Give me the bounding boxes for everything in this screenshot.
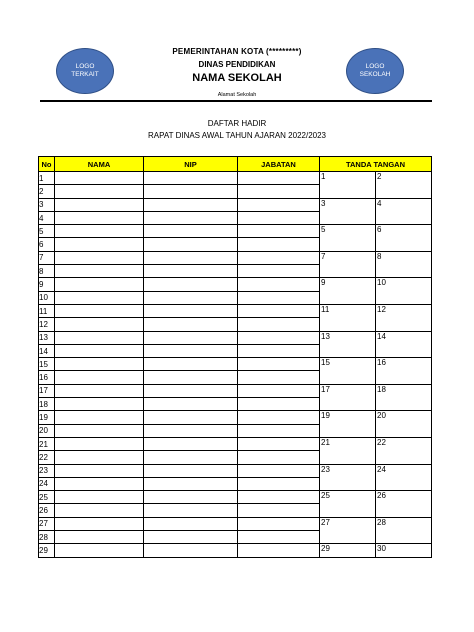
jabatan-cell[interactable]	[238, 424, 320, 437]
signature-cell[interactable]	[376, 384, 432, 411]
nip-cell[interactable]	[144, 477, 238, 490]
signature-cell[interactable]	[320, 464, 376, 491]
signature-cell[interactable]	[376, 278, 432, 305]
signature-number: 26	[377, 491, 386, 501]
nama-cell[interactable]	[55, 265, 144, 278]
nip-cell[interactable]	[144, 491, 238, 504]
jabatan-cell[interactable]	[238, 358, 320, 371]
jabatan-cell[interactable]	[238, 398, 320, 411]
nip-cell[interactable]	[144, 291, 238, 304]
nip-cell[interactable]	[144, 318, 238, 331]
logo-right-line1: LOGO	[365, 63, 385, 70]
row-number: 28	[39, 531, 55, 544]
document-subtitle: RAPAT DINAS AWAL TAHUN AJARAN 2022/2023	[148, 131, 326, 140]
logo-left-line2: TERKAIT	[71, 71, 99, 78]
nama-cell[interactable]	[55, 398, 144, 411]
document-title: DAFTAR HADIR	[207, 119, 267, 128]
row-number: 23	[39, 464, 55, 477]
row-number: 19	[39, 411, 55, 424]
row-number: 15	[39, 358, 55, 371]
table-row	[39, 411, 432, 424]
row-number: 6	[39, 238, 55, 251]
signature-cell[interactable]	[320, 278, 376, 305]
nip-cell[interactable]	[144, 304, 238, 317]
signature-cell[interactable]	[320, 411, 376, 438]
row-number: 16	[39, 371, 55, 384]
row-number: 21	[39, 437, 55, 450]
jabatan-cell[interactable]	[238, 331, 320, 344]
jabatan-cell[interactable]	[238, 477, 320, 490]
row-number: 11	[39, 304, 55, 317]
signature-number: 15	[321, 358, 330, 368]
nama-cell[interactable]	[55, 185, 144, 198]
signature-number: 9	[321, 278, 326, 288]
nip-cell[interactable]	[144, 424, 238, 437]
signature-number: 8	[377, 251, 382, 261]
signature-cell[interactable]	[320, 437, 376, 464]
nip-cell[interactable]	[144, 331, 238, 344]
signature-number: 24	[377, 464, 386, 474]
header-address: Alamat Sekolah	[217, 92, 257, 98]
signature-number: 6	[377, 225, 382, 235]
nip-cell[interactable]	[144, 358, 238, 371]
row-number: 17	[39, 384, 55, 397]
nip-cell[interactable]	[144, 398, 238, 411]
table-row	[39, 172, 432, 185]
jabatan-cell[interactable]	[238, 225, 320, 238]
jabatan-cell[interactable]	[238, 251, 320, 264]
signature-number: 23	[321, 464, 330, 474]
row-number: 5	[39, 225, 55, 238]
nip-cell[interactable]	[144, 211, 238, 224]
header-no: No	[39, 157, 55, 172]
row-number: 26	[39, 504, 55, 517]
signature-cell[interactable]	[320, 331, 376, 358]
nama-cell[interactable]	[55, 344, 144, 357]
table-row	[39, 491, 432, 504]
row-number: 1	[39, 172, 55, 185]
row-number: 13	[39, 331, 55, 344]
row-number: 22	[39, 451, 55, 464]
row-number: 25	[39, 491, 55, 504]
table-row	[39, 198, 432, 211]
signature-cell[interactable]	[320, 198, 376, 225]
nama-cell[interactable]	[55, 304, 144, 317]
row-number: 27	[39, 517, 55, 530]
header-tanda-tangan: TANDA TANGAN	[320, 157, 432, 172]
nip-cell[interactable]	[144, 544, 238, 557]
nama-cell[interactable]	[55, 437, 144, 450]
row-number: 20	[39, 424, 55, 437]
logo-right-line2: SEKOLAH	[359, 71, 391, 78]
header-department: DINAS PENDIDIKAN	[198, 60, 276, 69]
signature-number: 22	[377, 437, 386, 447]
signature-cell[interactable]	[376, 491, 432, 518]
signature-number: 2	[377, 172, 382, 181]
nip-cell[interactable]	[144, 451, 238, 464]
signature-cell[interactable]	[376, 437, 432, 464]
jabatan-cell[interactable]	[238, 172, 320, 185]
signature-number: 29	[321, 544, 330, 554]
nama-cell[interactable]	[55, 225, 144, 238]
header-nama: NAMA	[55, 157, 144, 172]
row-number: 3	[39, 198, 55, 211]
signature-number: 19	[321, 411, 330, 421]
jabatan-cell[interactable]	[238, 411, 320, 424]
nama-cell[interactable]	[55, 198, 144, 211]
nama-cell[interactable]	[55, 464, 144, 477]
jabatan-cell[interactable]	[238, 185, 320, 198]
nip-cell[interactable]	[144, 344, 238, 357]
row-number: 7	[39, 251, 55, 264]
signature-cell[interactable]	[320, 491, 376, 518]
signature-number: 25	[321, 491, 330, 501]
nama-cell[interactable]	[55, 251, 144, 264]
jabatan-cell[interactable]	[238, 278, 320, 291]
row-number: 24	[39, 477, 55, 490]
table-row	[39, 437, 432, 450]
signature-cell[interactable]	[376, 172, 432, 199]
nip-cell[interactable]	[144, 384, 238, 397]
header-divider	[40, 100, 432, 102]
nip-cell[interactable]	[144, 504, 238, 517]
row-number: 4	[39, 211, 55, 224]
signature-number: 12	[377, 304, 386, 314]
nama-cell[interactable]	[55, 384, 144, 397]
signature-number: 30	[377, 544, 386, 554]
signature-cell[interactable]	[320, 517, 376, 544]
signature-number: 18	[377, 384, 386, 394]
signature-cell[interactable]	[320, 384, 376, 411]
signature-number: 5	[321, 225, 326, 235]
signature-cell[interactable]	[376, 411, 432, 438]
nama-cell[interactable]	[55, 358, 144, 371]
jabatan-cell[interactable]	[238, 198, 320, 211]
nama-cell[interactable]	[55, 211, 144, 224]
nama-cell[interactable]	[55, 291, 144, 304]
table-row	[39, 304, 432, 317]
nip-cell[interactable]	[144, 411, 238, 424]
jabatan-cell[interactable]	[238, 265, 320, 278]
nip-cell[interactable]	[144, 278, 238, 291]
attendance-table	[38, 156, 432, 558]
nama-cell[interactable]	[55, 451, 144, 464]
nip-cell[interactable]	[144, 265, 238, 278]
jabatan-cell[interactable]	[238, 464, 320, 477]
signature-cell[interactable]	[376, 225, 432, 252]
table-row	[39, 225, 432, 238]
nama-cell[interactable]	[55, 238, 144, 251]
signature-number: 4	[377, 198, 382, 208]
nip-cell[interactable]	[144, 531, 238, 544]
nip-cell[interactable]	[144, 185, 238, 198]
table-row	[39, 544, 432, 557]
nama-cell[interactable]	[55, 531, 144, 544]
nip-cell[interactable]	[144, 251, 238, 264]
nama-cell[interactable]	[55, 544, 144, 557]
header-jabatan: JABATAN	[238, 157, 320, 172]
signature-number: 28	[377, 517, 386, 527]
jabatan-cell[interactable]	[238, 531, 320, 544]
jabatan-cell[interactable]	[238, 504, 320, 517]
signature-number: 13	[321, 331, 330, 341]
nama-cell[interactable]	[55, 278, 144, 291]
signature-number: 10	[377, 278, 386, 288]
signature-number: 20	[377, 411, 386, 421]
header-government: PEMERINTAHAN KOTA (*********)	[172, 47, 302, 56]
signature-cell[interactable]	[320, 358, 376, 385]
signature-number: 16	[377, 358, 386, 368]
row-number: 12	[39, 318, 55, 331]
signature-number: 7	[321, 251, 326, 261]
row-number: 14	[39, 344, 55, 357]
table-row	[39, 358, 432, 371]
header-school-name: NAMA SEKOLAH	[192, 72, 282, 84]
jabatan-cell[interactable]	[238, 291, 320, 304]
table-header-row	[39, 157, 432, 172]
nama-cell[interactable]	[55, 331, 144, 344]
jabatan-cell[interactable]	[238, 384, 320, 397]
jabatan-cell[interactable]	[238, 544, 320, 557]
signature-number: 11	[321, 304, 330, 314]
signature-cell[interactable]	[320, 225, 376, 252]
nama-cell[interactable]	[55, 504, 144, 517]
nip-cell[interactable]	[144, 517, 238, 530]
nip-cell[interactable]	[144, 225, 238, 238]
nip-cell[interactable]	[144, 371, 238, 384]
signature-number: 3	[321, 198, 326, 208]
table-row	[39, 331, 432, 344]
nama-cell[interactable]	[55, 371, 144, 384]
jabatan-cell[interactable]	[238, 491, 320, 504]
table-row	[39, 384, 432, 397]
jabatan-cell[interactable]	[238, 371, 320, 384]
jabatan-cell[interactable]	[238, 304, 320, 317]
jabatan-cell[interactable]	[238, 318, 320, 331]
signature-cell[interactable]	[376, 331, 432, 358]
nip-cell[interactable]	[144, 238, 238, 251]
row-number: 2	[39, 185, 55, 198]
jabatan-cell[interactable]	[238, 517, 320, 530]
nama-cell[interactable]	[55, 411, 144, 424]
row-number: 29	[39, 544, 55, 557]
row-number: 18	[39, 398, 55, 411]
nama-cell[interactable]	[55, 517, 144, 530]
signature-cell[interactable]	[376, 464, 432, 491]
jabatan-cell[interactable]	[238, 437, 320, 450]
signature-number: 27	[321, 517, 330, 527]
jabatan-cell[interactable]	[238, 344, 320, 357]
header-nip: NIP	[144, 157, 238, 172]
logo-left-line1: LOGO	[75, 63, 95, 70]
nip-cell[interactable]	[144, 437, 238, 450]
nama-cell[interactable]	[55, 424, 144, 437]
signature-cell[interactable]	[376, 304, 432, 331]
row-number: 9	[39, 278, 55, 291]
nama-cell[interactable]	[55, 477, 144, 490]
nip-cell[interactable]	[144, 172, 238, 185]
signature-cell[interactable]	[320, 251, 376, 278]
signature-cell[interactable]	[376, 358, 432, 385]
signature-cell[interactable]	[376, 198, 432, 225]
signature-cell[interactable]	[376, 251, 432, 278]
jabatan-cell[interactable]	[238, 451, 320, 464]
signature-number: 1	[321, 172, 326, 181]
signature-cell[interactable]	[320, 304, 376, 331]
signature-number: 17	[321, 384, 330, 394]
jabatan-cell[interactable]	[238, 211, 320, 224]
signature-number: 14	[377, 331, 386, 341]
nama-cell[interactable]	[55, 491, 144, 504]
table-row	[39, 517, 432, 530]
table-row	[39, 278, 432, 291]
table-row	[39, 251, 432, 264]
nip-cell[interactable]	[144, 464, 238, 477]
signature-cell[interactable]	[320, 172, 376, 199]
signature-cell[interactable]	[320, 544, 376, 557]
signature-cell[interactable]	[376, 544, 432, 557]
signature-number: 21	[321, 437, 330, 447]
row-number: 10	[39, 291, 55, 304]
jabatan-cell[interactable]	[238, 238, 320, 251]
nip-cell[interactable]	[144, 198, 238, 211]
nama-cell[interactable]	[55, 172, 144, 185]
nama-cell[interactable]	[55, 318, 144, 331]
row-number: 8	[39, 265, 55, 278]
signature-cell[interactable]	[376, 517, 432, 544]
table-row	[39, 464, 432, 477]
